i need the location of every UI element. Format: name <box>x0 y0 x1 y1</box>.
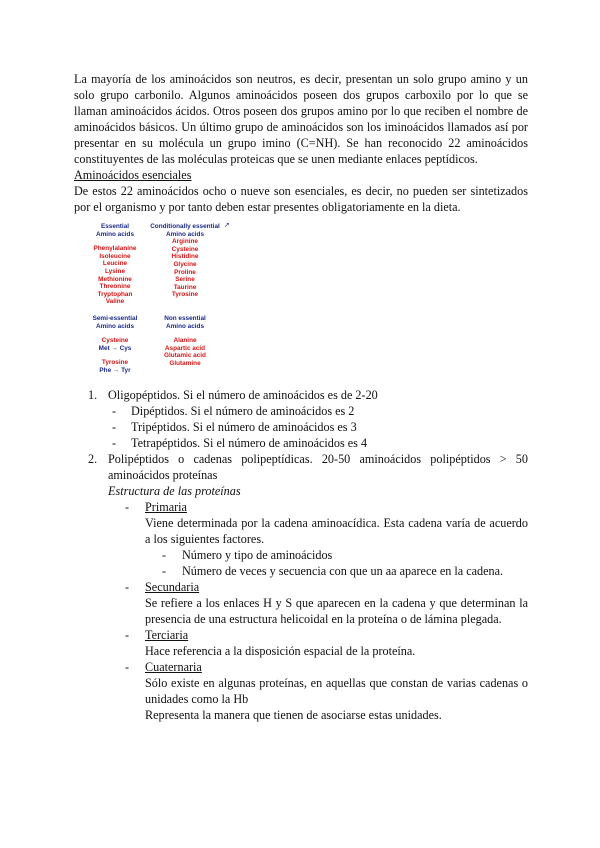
document-page <box>74 71 528 723</box>
nonessential-item: Alanine <box>173 337 197 345</box>
sublist-item: - Dipéptidos. Si el número de aminoácidos es 2 <box>112 404 355 418</box>
essential-item: Phenylalanine <box>93 245 137 253</box>
essential-paragraph: De estos 22 aminoácidos ocho o nueve son esenciales, es decir, no pueden ser sintetizados por el organismo y por tanto deben estar presentes obligatoriamente en la dieta. <box>74 184 528 214</box>
essential-item: Isoleucine <box>99 252 131 260</box>
semi-pair: Phe → Tyr <box>99 366 131 374</box>
sublist-item: - Tripéptidos. Si el número de aminoácidos es 3 <box>112 420 357 434</box>
sublist-item: - Tetrapéptidos. Si el número de aminoácidos es 4 <box>112 436 368 450</box>
essential-item: Lysine <box>104 267 125 275</box>
structure-item-cuaternaria: - Cuaternaria Sólo existe en algunas proteínas, en aquellas que constan de varias cadenas o unidades como la Hb Representa la manera que tienen de asociarse estas unidades. <box>125 660 528 722</box>
semi-item: Cysteine <box>101 337 129 345</box>
peptide-sublist <box>74 403 528 451</box>
structure-title: Estructura de las proteínas <box>108 484 241 498</box>
amino-acid-figure <box>76 223 236 379</box>
essential-heading: Aminoácidos esenciales <box>74 168 192 182</box>
nonessential-item: Glutamic acid <box>164 352 206 360</box>
conditional-item: Proline <box>174 268 196 276</box>
conditional-item: Taurine <box>173 283 197 291</box>
essential-item: Valine <box>105 298 125 306</box>
semi-pair: Met → Cys <box>98 344 132 352</box>
curl-arrow-icon: ➚ <box>224 222 230 229</box>
list-item-text: Oligopéptidos. Si el número de aminoácidos es de 2-20 <box>108 388 378 402</box>
essential-item: Methionine <box>98 275 132 283</box>
semi-subtitle: Amino acids <box>96 322 134 330</box>
essential-item: Tryptophan <box>97 290 133 298</box>
semi-title: Semi-essential <box>92 315 138 322</box>
conditional-item: Cysteine <box>171 245 199 253</box>
structure-list <box>108 499 528 723</box>
nonessential-item: Glutamine <box>169 359 201 367</box>
essential-title: Essential <box>100 223 130 230</box>
nonessential-item: Aspartic acid <box>164 344 206 352</box>
factor-item: - Número y tipo de aminoácidos <box>162 548 333 562</box>
essential-column <box>76 223 154 306</box>
factor-list <box>145 547 528 579</box>
list-number: 1. <box>88 388 98 402</box>
list-item <box>74 451 528 723</box>
intro-paragraph: La mayoría de los aminoácidos son neutros, es decir, presentan un solo grupo amino y un solo grupo carbonilo. Algunos aminoácidos poseen dos grupos carboxilo por lo que se llaman aminoácidos ácidos. Otros poseen dos grupos amino por lo que reciben el nombre de aminoácidos básicos. Un último grupo de aminoácidos son los iminoácidos llamados así por presentar en su molécula un grupo imino (C=NH). Se han reconocido 22 aminoácidos constituyentes de las moléculas proteicas que se unen mediante enlaces peptídicos. <box>74 72 528 166</box>
structure-item-secundaria: - Secundaria Se refiere a los enlaces H y S que aparecen en la cadena y que determinan la presencia de una estructura helicoidal en la proteína o de lámina plegada. <box>125 580 528 626</box>
essential-subtitle: Amino acids <box>96 230 134 238</box>
nonessential-column <box>146 315 224 368</box>
structure-item-terciaria: - Terciaria Hace referencia a la disposición espacial de la proteína. <box>125 628 416 658</box>
nonessential-subtitle: Amino acids <box>166 322 204 330</box>
nonessential-title: Non essential <box>164 315 206 322</box>
conditional-item: Glycine <box>173 260 197 268</box>
peptide-list <box>74 387 528 723</box>
list-number: 2. <box>88 452 98 466</box>
conditional-item: Tyrosine <box>171 291 199 299</box>
essential-item: Threonine <box>99 283 131 291</box>
factor-item: - Número de veces y secuencia con que un aa aparece en la cadena. <box>162 564 504 578</box>
conditional-title: Conditionally essential <box>150 223 220 230</box>
conditional-item: Arginine <box>172 238 198 246</box>
essential-item: Leucine <box>102 260 128 268</box>
list-item <box>74 387 528 451</box>
semi-item: Tyrosine <box>101 359 129 367</box>
semi-essential-column <box>76 315 154 375</box>
conditional-item: Histidine <box>171 253 199 261</box>
conditional-subtitle: Amino acids <box>166 230 204 238</box>
conditional-item: Serine <box>175 276 195 284</box>
structure-item-primaria: - Primaria Viene determinada por la cadena aminoacídica. Esta cadena varía de acuerdo a los siguientes factores. - Número y tipo de aminoácidos - Número de veces y secuencia con que un aa aparece en la cadena. <box>125 500 528 578</box>
conditional-column <box>146 223 224 299</box>
list-item-text: Polipéptidos o cadenas polipeptídicas. 20-50 aminoácidos polipéptidos > 50 aminoácidos proteínas <box>108 452 528 482</box>
